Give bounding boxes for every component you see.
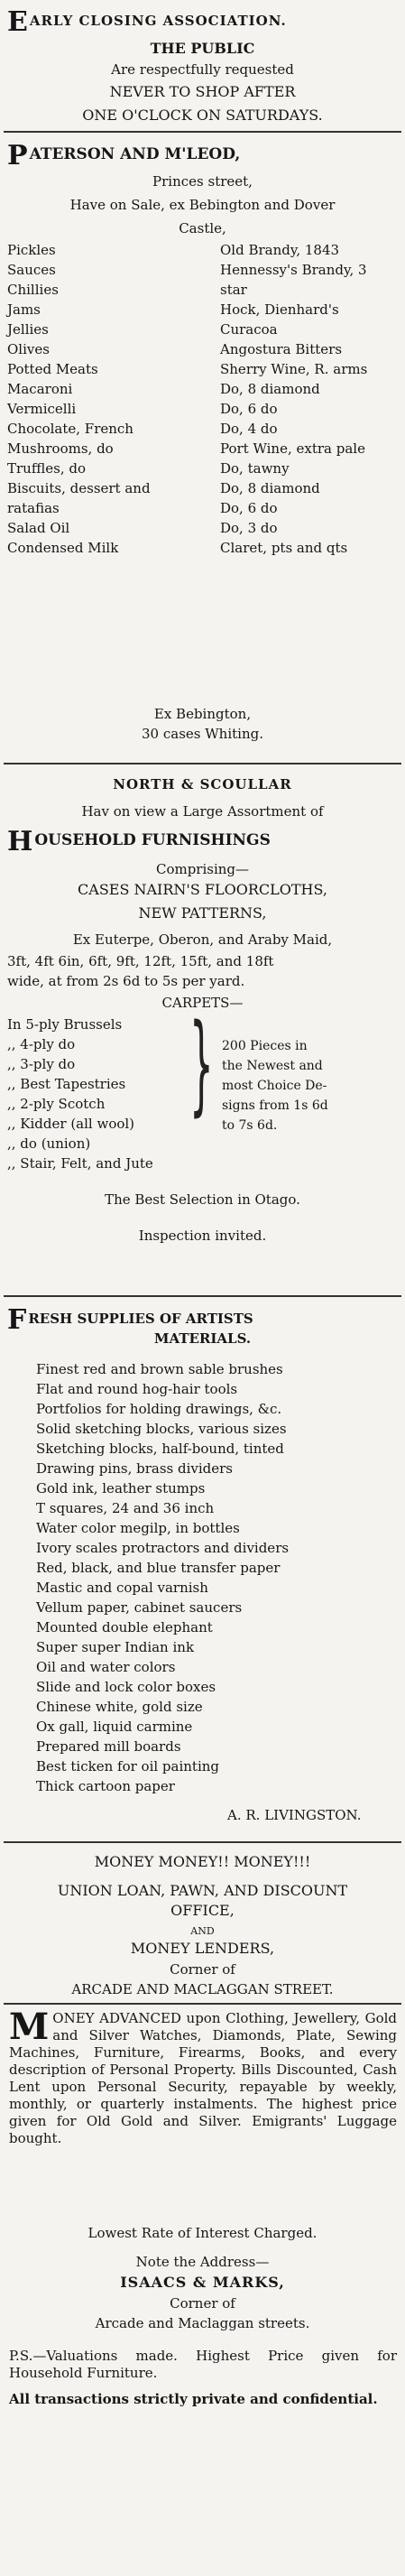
list-item: star (220, 282, 247, 298)
list-item: to 7s 6d. (222, 1118, 278, 1133)
list-item: Do, 3 do (220, 520, 278, 536)
north-comprising: Comprising— (155, 861, 250, 877)
list-item: ratafias (7, 500, 60, 516)
early-closing-dropcap: E (7, 6, 28, 38)
list-item: Mushrooms, do (7, 440, 114, 457)
north-line2: CASES NAIRN'S FLOORCLOTHS, (78, 881, 327, 898)
livingston-ad (0, 1300, 405, 1846)
paterson-footer2: 30 cases Whiting. (142, 726, 263, 742)
money-line4: MONEY LENDERS, (130, 1940, 275, 1957)
north-best: The Best Selection in Otago. (105, 1191, 300, 1208)
list-item: Potted Meats (7, 361, 98, 377)
paterson-heading-text: ATERSON AND M'LEOD, (29, 145, 241, 163)
list-item: Red, black, and blue transfer paper (36, 1560, 281, 1576)
north-scoullar-ad (0, 767, 405, 1295)
livingston-item-list (36, 1359, 289, 1796)
divider-rule (4, 131, 401, 133)
brace-glyph: } (189, 1002, 214, 1127)
list-item: Do, 8 diamond (220, 381, 320, 397)
list-item: In 5-ply Brussels (7, 1016, 123, 1033)
list-item: Gold ink, leather stumps (36, 1480, 206, 1496)
list-item: Curacoa (220, 321, 278, 338)
livingston-heading2: MATERIALS. (153, 1330, 252, 1347)
paterson-right-column (220, 240, 367, 558)
list-item: 200 Pieces in (222, 1039, 308, 1053)
list-item: most Choice De- (222, 1079, 327, 1093)
money-line6: ARCADE AND MACLAGGAN STREET. (71, 1981, 334, 1997)
list-item: Jellies (7, 321, 49, 338)
list-item: ,, 4-ply do (7, 1036, 76, 1052)
north-dropcap: H (7, 826, 33, 857)
early-closing-line3: NEVER TO SHOP AFTER (109, 83, 296, 100)
north-line3: NEW PATTERNS, (138, 904, 267, 922)
north-pieces (222, 1036, 328, 1135)
list-item: Do, tawny (220, 460, 290, 477)
list-item: Port Wine, extra pale (220, 440, 365, 457)
list-item: Vermicelli (7, 401, 77, 417)
money-heading: MONEY MONEY!! MONEY!!! (94, 1853, 311, 1870)
early-closing-heading (7, 6, 287, 38)
money-dropcap: M (9, 2006, 50, 2048)
list-item: Do, 6 do (220, 500, 278, 516)
list-item: ,, 3-ply do (7, 1056, 76, 1072)
money-ps: P.S.—Valuations made. Highest Price given for Household Furniture. (9, 2348, 397, 2381)
list-item: Drawing pins, brass dividers (36, 1460, 233, 1477)
paterson-footer1: Ex Bebington, (153, 706, 252, 722)
list-item: Portfolios for holding drawings, &c. (36, 1401, 282, 1417)
north-title (7, 826, 271, 857)
early-closing-line2: Are respectfully requested (111, 61, 294, 78)
list-item: Mastic and copal varnish (36, 1580, 208, 1596)
list-item: Hock, Dienhard's (220, 301, 339, 318)
list-item: Sherry Wine, R. arms (220, 361, 368, 377)
early-closing-line1: THE PUBLIC (150, 40, 255, 57)
list-item: Sauces (7, 262, 56, 278)
livingston-dropcap: F (7, 1304, 27, 1336)
livingston-signature: A. R. LIVINGSTON. (227, 1807, 362, 1823)
money-lowest: Lowest Rate of Interest Charged. (87, 2225, 318, 2241)
list-item: ,, Kidder (all wool) (7, 1116, 135, 1132)
north-line6: wide, at from 2s 6d to 5s per yard. (7, 973, 245, 989)
money-line1: UNION LOAN, PAWN, AND DISCOUNT (57, 1882, 348, 1899)
paterson-ad (0, 135, 405, 763)
divider-rule (4, 1841, 401, 1843)
money-closing: All transactions strictly private and confidential. (9, 2391, 378, 2407)
list-item: Macaroni (7, 381, 73, 397)
list-item: Chillies (7, 282, 59, 298)
money-body-text: ONEY ADVANCED upon Clothing, Jewellery, Gold and Silver Watches, Diamonds, Plate, Sewing Machines, Furniture, Firearms, Books, and every description of Personal Property. Bills Discounted, Cash Lent upon Personal Security, repayable by weekly, monthly, or quarterly instalments. The highest price given for Old Gold and Silver. Emigrants' Luggage bought. (9, 2010, 397, 2146)
list-item: the Newest and (222, 1059, 323, 1073)
paterson-left-column (7, 240, 151, 558)
list-item: Do, 6 do (220, 401, 278, 417)
divider-rule (4, 1295, 401, 1297)
list-item: Super super Indian ink (36, 1639, 195, 1655)
north-line4: Ex Euterpe, Oberon, and Araby Maid, (72, 931, 333, 948)
list-item: Finest red and brown sable brushes (36, 1361, 283, 1377)
money-corner: Corner of (170, 2295, 235, 2312)
list-item: Ox gall, liquid carmine (36, 1719, 193, 1735)
list-item: Claret, pts and qts (220, 540, 348, 556)
north-line5: 3ft, 4ft 6in, 6ft, 9ft, 12ft, 15ft, and 18ft (7, 953, 274, 969)
paterson-intro: Have on Sale, ex Bebington and Dover (69, 197, 336, 213)
list-item: Truffles, do (7, 460, 87, 477)
money-body (9, 2006, 397, 2147)
north-line1: Hav on view a Large Assortment of (81, 803, 324, 820)
list-item: Thick cartoon paper (36, 1778, 175, 1794)
list-item: Slide and lock color boxes (36, 1679, 216, 1695)
early-closing-heading-text: ARLY CLOSING ASSOCIATION. (29, 13, 287, 29)
list-item: Jams (7, 301, 41, 318)
list-item: ,, do (union) (7, 1135, 91, 1152)
list-item: Pickles (7, 242, 56, 258)
list-item: Vellum paper, cabinet saucers (36, 1599, 243, 1616)
money-line3: AND (190, 1925, 215, 1937)
list-item: Prepared mill boards (36, 1738, 181, 1755)
list-item: Condensed Milk (7, 540, 119, 556)
list-item: Best ticken for oil painting (36, 1758, 220, 1774)
north-heading: NORTH & SCOULLAR (113, 776, 292, 792)
money-line5: Corner of (170, 1961, 235, 1978)
list-item: ,, 2-ply Scotch (7, 1096, 106, 1112)
list-item: Water color megilp, in bottles (36, 1520, 240, 1536)
list-item: Mounted double elephant (36, 1619, 213, 1635)
north-title-text: OUSEHOLD FURNISHINGS (34, 831, 271, 849)
north-inspection: Inspection invited. (138, 1228, 267, 1244)
list-item: Oil and water colors (36, 1659, 176, 1675)
money-ad (0, 1846, 405, 2576)
paterson-address: Princes street, (152, 173, 253, 190)
list-item: Chocolate, French (7, 421, 133, 437)
list-item: ,, Best Tapestries (7, 1076, 126, 1092)
money-line2: OFFICE, (170, 1902, 235, 1919)
list-item: Angostura Bitters (220, 341, 343, 357)
list-item: Salad Oil (7, 520, 70, 536)
early-closing-ad (0, 0, 405, 126)
list-item: Olives (7, 341, 50, 357)
list-item: ,, Stair, Felt, and Jute (7, 1155, 153, 1172)
money-note: Note the Address— (135, 2254, 270, 2270)
money-firm: ISAACS & MARKS, (120, 2274, 285, 2291)
money-streets: Arcade and Maclaggan streets. (95, 2315, 310, 2331)
divider-rule (4, 2003, 401, 2005)
paterson-dropcap: P (7, 140, 28, 171)
list-item: Do, 8 diamond (220, 480, 320, 496)
list-item: Solid sketching blocks, various sizes (36, 1421, 287, 1437)
list-item: Sketching blocks, half-bound, tinted (36, 1441, 284, 1457)
north-carpets: CARPETS— (161, 995, 244, 1011)
livingston-heading1: RESH SUPPLIES OF ARTISTS (28, 1311, 253, 1327)
north-carpet-list (7, 1015, 153, 1173)
list-item: Ivory scales protractors and dividers (36, 1540, 290, 1556)
paterson-heading (7, 140, 241, 171)
list-item: Old Brandy, 1843 (220, 242, 340, 258)
list-item: Do, 4 do (220, 421, 278, 437)
divider-rule (4, 763, 401, 764)
list-item: Biscuits, dessert and (7, 480, 151, 496)
list-item: signs from 1s 6d (222, 1098, 328, 1113)
list-item: Hennessy's Brandy, 3 (220, 262, 367, 278)
list-item: Chinese white, gold size (36, 1699, 203, 1715)
list-item: Flat and round hog-hair tools (36, 1381, 238, 1397)
list-item: T squares, 24 and 36 inch (36, 1500, 215, 1516)
early-closing-line4: ONE O'CLOCK ON SATURDAYS. (82, 107, 323, 124)
paterson-subhead: Castle, (179, 220, 226, 236)
